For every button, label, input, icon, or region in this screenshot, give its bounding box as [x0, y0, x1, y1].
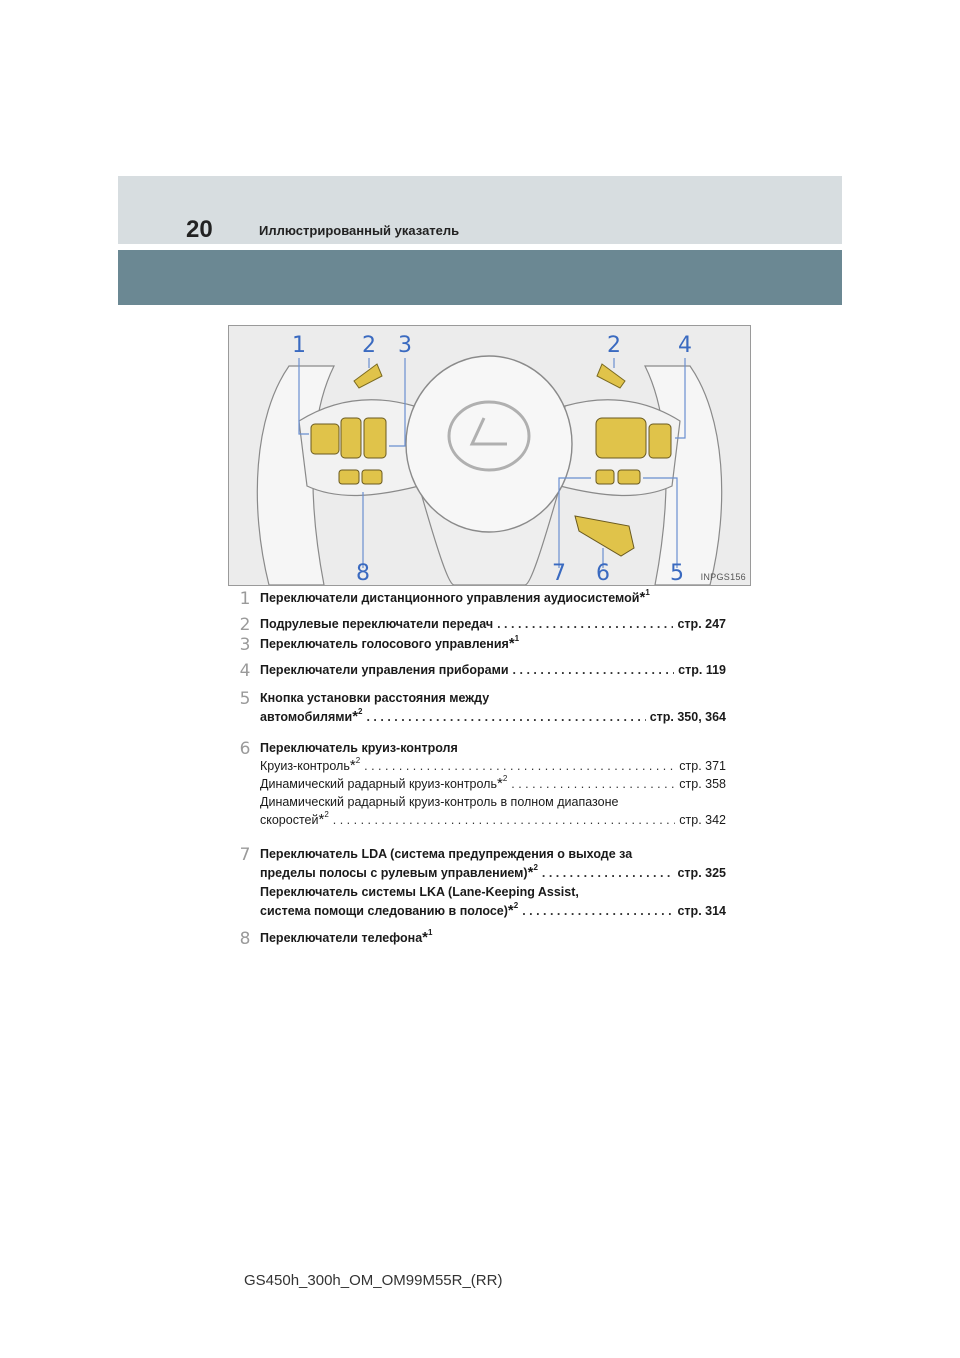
footnote-marker: 1 [514, 634, 520, 643]
callout-5: 5 [670, 561, 684, 585]
item-line [260, 690, 726, 706]
page-title: Иллюстрированный указатель [259, 223, 460, 238]
header-band [118, 176, 842, 244]
item-line [260, 740, 726, 756]
footnote-marker: 2 [502, 774, 508, 783]
callout-2-left: 2 [362, 333, 376, 358]
item-number: 4 [239, 661, 251, 681]
page-reference[interactable]: стр. 119 [678, 663, 726, 677]
item-number: 7 [239, 845, 251, 865]
item-line [260, 865, 726, 881]
callout-8: 8 [356, 561, 370, 585]
page-reference[interactable]: стр. 358 [679, 777, 726, 791]
item-text: Круиз-контроль*$^2$ [260, 756, 361, 774]
page-reference[interactable]: стр. 350, 364 [649, 710, 726, 724]
footnote-star: * [352, 708, 359, 725]
item-line [260, 884, 726, 900]
item-number: 2 [239, 615, 251, 635]
footnote-marker: 1 [645, 588, 650, 597]
leader-dots [522, 903, 673, 919]
footnote-marker: 2 [355, 756, 361, 765]
callout-2-right: 2 [607, 333, 621, 358]
footnote-marker: 1 [428, 928, 433, 937]
footnote-marker: 2 [533, 863, 538, 872]
item-line [260, 709, 726, 725]
item-line [260, 812, 726, 828]
callout-1: 1 [292, 333, 306, 358]
footnote-star: * [508, 635, 515, 652]
item-line [260, 616, 726, 632]
item-text: автомобилями*$^2$ [260, 707, 363, 725]
item-text: Переключатель системы LKA (Lane-Keeping Assist, [260, 885, 579, 899]
item-text: Динамический радарный круиз-контроль*$^2$ [260, 774, 508, 792]
item-text: Переключатели управления приборами [260, 663, 509, 677]
item-text: Переключатели телефона*$^1$ [260, 928, 433, 946]
item-text: Переключатель LDA (система предупреждения о выходе за [260, 847, 633, 861]
leader-dots [542, 865, 674, 881]
item-line [260, 776, 726, 792]
item-text: Кнопка установки расстояния между [260, 691, 490, 705]
leader-dots [333, 812, 675, 828]
callout-7: 7 [552, 561, 566, 585]
item-text: Переключатель голосового управления*$^1$ [260, 634, 520, 652]
item-text: скоростей*$^2$ [260, 810, 329, 828]
item-text: Переключатели дистанционного управления аудиосистемой*$^1$ [260, 588, 650, 606]
item-line [260, 903, 726, 919]
figure-code: INPGS156 [700, 572, 746, 582]
callout-4: 4 [678, 333, 692, 358]
item-number: 1 [239, 589, 251, 609]
page-reference[interactable]: стр. 247 [677, 617, 726, 631]
item-line [260, 636, 726, 652]
callout-3: 3 [398, 333, 412, 358]
footnote-star: * [349, 757, 356, 774]
footnote-marker: 2 [324, 810, 329, 819]
item-text: Динамический радарный круиз-контроль в полном диапазоне [260, 795, 619, 809]
item-number: 6 [239, 739, 251, 759]
item-text: Подрулевые переключатели передач [260, 617, 494, 631]
item-line [260, 758, 726, 774]
item-line [260, 846, 726, 862]
leader-dots [511, 776, 675, 792]
steering-wheel-figure [228, 325, 751, 586]
callout-6: 6 [596, 561, 610, 585]
footnote-star: * [422, 929, 429, 946]
leader-dots [497, 616, 673, 632]
footer-code: GS450h_300h_OM_OM99M55R_(RR) [244, 1272, 503, 1289]
item-number: 5 [239, 689, 251, 709]
leader-dots [513, 662, 675, 678]
page-reference[interactable]: стр. 325 [677, 866, 726, 880]
page-reference[interactable]: стр. 314 [677, 904, 726, 918]
page-reference[interactable]: стр. 371 [679, 759, 726, 773]
item-text: пределы полосы с рулевым управлением)*$^2$ [260, 863, 538, 881]
leader-dots [364, 758, 675, 774]
footnote-star: * [318, 811, 325, 828]
item-line [260, 590, 726, 606]
footnote-star: * [527, 864, 534, 881]
page-number: 20 [186, 216, 213, 243]
item-text: система помощи следованию в полосе)*$^2$ [260, 901, 519, 919]
footnote-marker: 2 [358, 707, 363, 716]
footnote-star: * [496, 775, 503, 792]
item-line [260, 794, 726, 810]
footnote-star: * [507, 902, 514, 919]
section-band [118, 250, 842, 305]
page-reference[interactable]: стр. 342 [679, 813, 726, 827]
steering-wheel-illustration [229, 326, 750, 585]
footnote-marker: 2 [513, 901, 519, 910]
item-number: 3 [239, 635, 251, 655]
item-line [260, 662, 726, 678]
item-text: Переключатель круиз-контроля [260, 741, 458, 755]
leader-dots [366, 709, 645, 725]
item-number: 8 [239, 929, 251, 949]
item-line [260, 930, 726, 946]
footnote-star: * [639, 589, 646, 606]
